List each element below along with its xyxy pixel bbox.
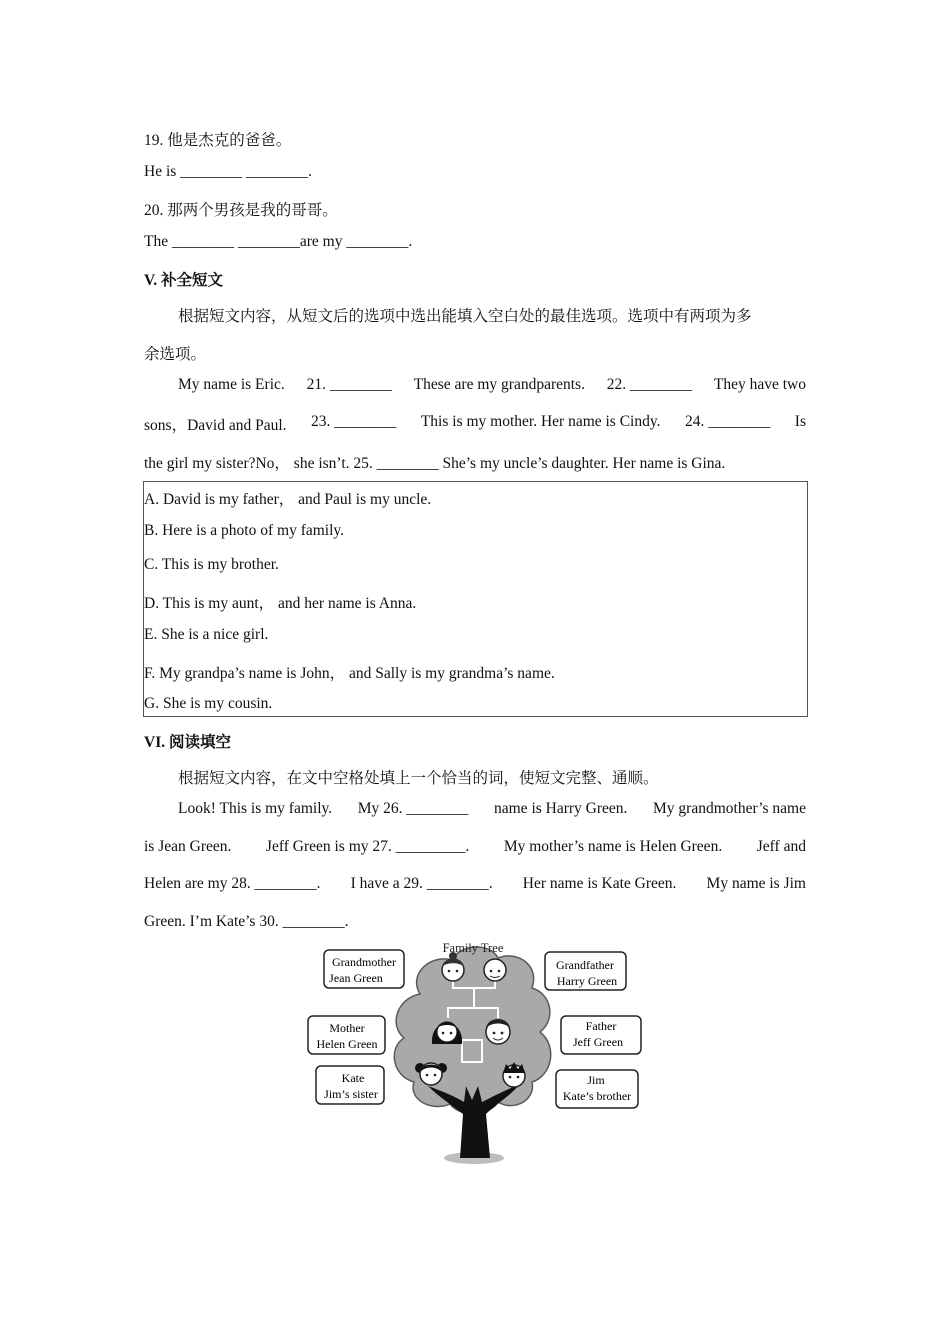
option-d: D. This is my aunt， and her name is Anna. — [144, 595, 417, 612]
text-segment: is Jean Green. — [144, 838, 232, 855]
label-line: Jeff Green — [572, 1035, 624, 1049]
option-b: B. Here is a photo of my family. — [144, 522, 345, 539]
label-line: Mother — [329, 1021, 365, 1035]
q19-english: He is ________ ________. — [144, 163, 312, 180]
text-segment: Look! This is my family. — [178, 800, 333, 817]
q20-english: The ________ ________are my ________. — [144, 233, 413, 250]
option-g: G. She is my cousin. — [144, 695, 273, 712]
text-segment: They have two — [713, 376, 806, 393]
text-segment: My name is Jim — [706, 875, 806, 892]
label-line: Kate’s brother — [562, 1089, 632, 1103]
label-mother — [308, 1016, 385, 1054]
blank-22: 22. ________ — [606, 376, 693, 393]
label-line: Jean Green — [329, 971, 383, 985]
label-line: Grandfather — [556, 958, 614, 972]
label-line: Jim — [587, 1073, 605, 1087]
label-line: Jim’s sister — [324, 1087, 378, 1101]
father-face-icon — [486, 1019, 510, 1044]
option-f: F. My grandpa’s name is John， and Sally is my grandma’s name. — [144, 665, 555, 682]
options-box — [143, 481, 808, 717]
jim-face-icon — [503, 1062, 525, 1087]
label-grandmother — [324, 950, 404, 988]
blank-27: Jeff Green is my 27. _________. — [265, 838, 470, 855]
blank-24: 24. ________ — [685, 413, 771, 430]
text-segment: These are my grandparents. — [413, 376, 585, 393]
family-tree-illustration — [300, 936, 650, 1168]
blank-29-segment: I have a 29. ________. — [350, 875, 493, 892]
q20-chinese: 20. 那两个男孩是我的哥哥。 — [144, 202, 338, 219]
section6-paragraph-line-1 — [178, 800, 806, 818]
label-line: Kate — [341, 1071, 365, 1085]
section5-paragraph-line-1 — [178, 376, 806, 394]
blank-26: My 26. ________ — [357, 800, 469, 817]
label-father — [561, 1016, 641, 1054]
section6-paragraph-line-4: Green. I’m Kate’s 30. ________. — [144, 913, 349, 930]
section6-title: VI. 阅读填空 — [144, 734, 231, 751]
section5-title: V. 补全短文 — [144, 272, 223, 289]
family-tree-title: Family Tree — [442, 941, 504, 955]
label-jim — [556, 1070, 638, 1108]
label-line: Father — [585, 1019, 617, 1033]
blank-21: 21. ________ — [306, 376, 392, 393]
text-segment: Is — [794, 413, 806, 430]
section6-instruction: 根据短文内容，在文中空格处填上一个恰当的词，使短文完整、通顺。 — [178, 770, 659, 787]
option-e: E. She is a nice girl. — [144, 626, 269, 643]
tree-canopy — [394, 947, 550, 1114]
label-line: Harry Green — [556, 974, 618, 988]
section6-paragraph-line-2 — [144, 838, 806, 856]
text-segment: sons，David and Paul. — [144, 417, 287, 434]
text-segment: My mother’s name is Helen Green. — [503, 838, 723, 855]
label-grandfather — [545, 952, 626, 990]
option-a: A. David is my father， and Paul is my uncle. — [144, 491, 432, 508]
label-kate — [316, 1066, 384, 1104]
section5-instruction-1: 根据短文内容，从短文后的选项中选出能填入空白处的最佳选项。选项中有两项为多 — [178, 308, 752, 325]
section5-paragraph-line-2 — [144, 413, 806, 435]
blank-28-segment: Helen are my 28. ________. — [144, 875, 321, 892]
text-segment: Jeff and — [756, 838, 806, 855]
section5-instruction-2: 余选项。 — [144, 346, 207, 363]
label-line: Grandmother — [332, 955, 396, 969]
section6-paragraph-line-3 — [144, 875, 806, 893]
blank-23: 23. ________ — [311, 413, 397, 430]
text-segment: My grandmother’s name — [653, 800, 806, 817]
section5-paragraph-line-3: the girl my sister?No， she isn’t. 25. ________ She’s my uncle’s daughter. Her name is Gina. — [144, 455, 726, 472]
label-line: Helen Green — [316, 1037, 378, 1051]
text-segment: This is my mother. Her name is Cindy. — [420, 413, 661, 430]
grandfather-face-icon — [484, 959, 506, 981]
tree-trunk — [428, 1084, 520, 1164]
text-segment: name is Harry Green. — [494, 800, 628, 817]
text-segment: My name is Eric. — [178, 376, 285, 393]
option-c: C. This is my brother. — [144, 556, 279, 573]
q19-chinese: 19. 他是杰克的爸爸。 — [144, 132, 292, 149]
text-segment: Her name is Kate Green. — [522, 875, 677, 892]
